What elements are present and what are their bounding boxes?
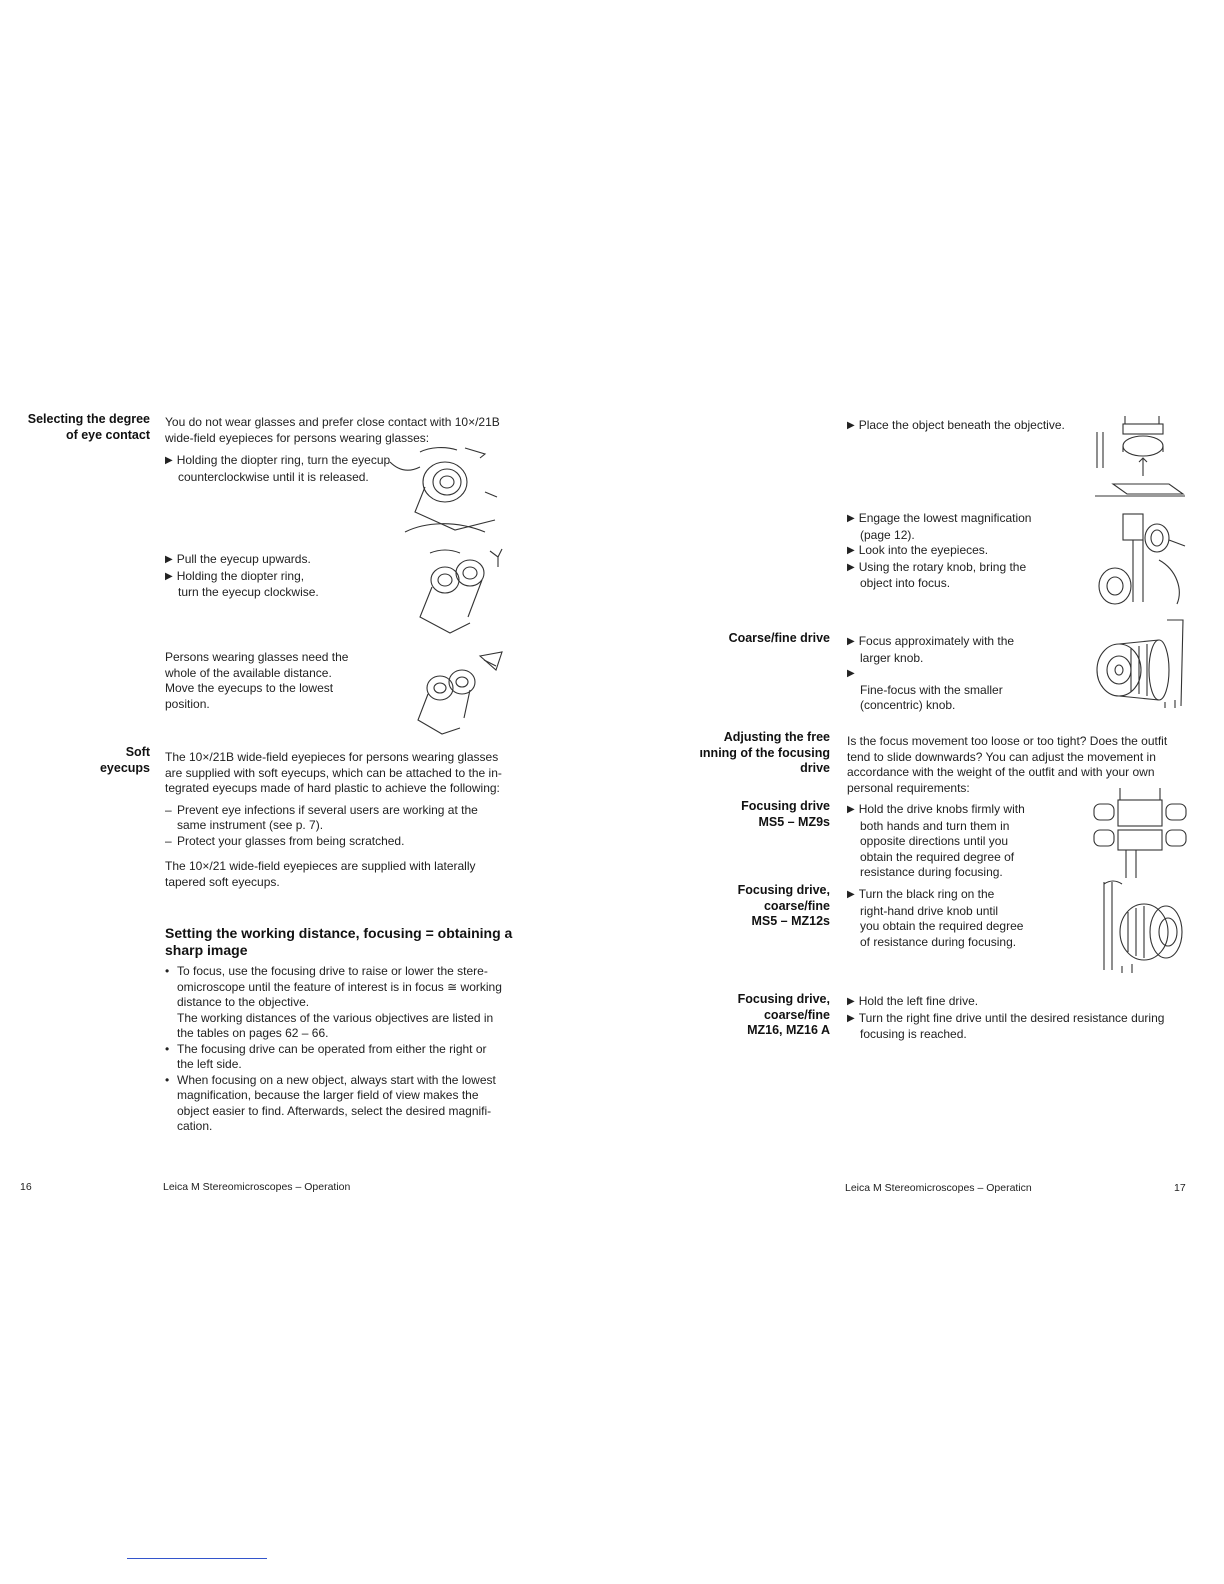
focusing-drive-ms5-mz12-steps: ▶ Turn the black ring on the right-hand drive knob until you obtain the required degree of resistance during focusing.: [847, 887, 1067, 950]
eyecup-lowered-illustration: [410, 648, 505, 740]
coarse-fine-drive-label: Coarse/fine drive: [728, 631, 830, 645]
page-number-right: 17: [1174, 1182, 1186, 1194]
eyecup-release-illustration: [385, 442, 505, 538]
list-item: – Prevent eye infections if several users are working at the same instrument (see p. 7).: [165, 803, 525, 834]
step-pull-and-turn: ▶ Pull the eyecup upwards. ▶ Holding the diopter ring, turn the eyecup clockwise.: [165, 552, 405, 601]
list-item: – Protect your glasses from being scratched.: [165, 834, 525, 850]
step-arrow: [847, 666, 1087, 683]
selecting-eye-contact-label: Selecting the degree of eye contact: [27, 412, 150, 442]
list-item: • When focusing on a new object, always start with the lowest magnification, because the larger field of view makes the object easier to find. Afterwards, select the desired magnifi- cation.: [165, 1073, 525, 1135]
focusing-drive-ms5-mz9-label: Focusing drive MS5 – MZ9s: [741, 799, 830, 829]
list-item: • The focusing drive can be operated from either the right or the left side.: [165, 1042, 525, 1073]
coarse-fine-steps: ▶ Focus approximately with the larger knob. ▶ Fine-focus with the smaller (concentric) knob.: [847, 634, 1087, 714]
adjusting-free-running-label: Adjusting the free ınning of the focusing drive: [699, 730, 830, 775]
soft-eyecups-benefits-list: [165, 803, 525, 850]
soft-eyecups-label: Soft eyecups: [99, 745, 150, 775]
focusing-drive-mz16-label: Focusing drive, coarse/fine MZ16, MZ16 A: [737, 992, 830, 1037]
list-item: • To focus, use the focusing drive to raise or lower the stere- omicroscope until the feature of interest is in focus ≅ working distance to the objective. The working distances of the various objectives are listed in the tables on pages 62 – 66.: [165, 964, 525, 1042]
focusing-bullet-list: [165, 964, 525, 1135]
focus-steps: ▶ Engage the lowest magnification (page 12). ▶ Look into the eyepieces. ▶ Using the rotary knob, bring the object into focus.: [847, 511, 1087, 592]
step-place-object: ▶ Place the object beneath the objective.: [847, 418, 1087, 435]
footer-right: Leica M Stereomicroscopes – Operaticn: [845, 1182, 1032, 1194]
black-ring-knob-illustration: [1096, 878, 1188, 973]
focusing-drive-ms5-mz9-steps: ▶ Hold the drive knobs firmly with both hands and turn them in opposite directions until you obtain the required degree of resistance during focusing.: [847, 802, 1067, 881]
eyecup-pull-illustration: [410, 545, 505, 637]
page-number-left: 16: [20, 1181, 32, 1193]
soft-eyecups-text: The 10×/21B wide-field eyepieces for persons wearing glasses are supplied with soft eyecups, which can be attached to the in- tegrated eyecups made of hard plastic to achieve the following: – Prevent eye infections if several users are working at the same instrument (see p. 7). – Protect your glasses from being scratched. The 10×/21 wide-field eyepieces are supplied with laterally tapered soft eyecups.: [165, 750, 525, 890]
link-underline-decoration: [127, 1558, 267, 1559]
focusing-drive-mz16-steps: ▶ Hold the left fine drive. ▶ Turn the right fine drive until the desired resistance during focusing is reached.: [847, 994, 1187, 1043]
selecting-intro: You do not wear glasses and prefer close contact with 10×/21B wide-field eyepieces for persons wearing glasses:: [165, 415, 500, 445]
coarse-fine-knob-illustration: [1095, 612, 1187, 708]
glasses-instruction: Persons wearing glasses need the whole of the available distance. Move the eyecups to the lowest position.: [165, 650, 349, 711]
adjusting-free-running-text: Is the focus movement too loose or too tight? Does the outfit tend to slide downwards? You can adjust the movement in accordance with the weight of the outfit and with your own personal requirements:: [847, 734, 1168, 795]
step-release-eyecup: ▶ Holding the diopter ring, turn the eyecup counterclockwise until it is released.: [165, 453, 410, 485]
footer-left: Leica M Stereomicroscopes – Operation: [163, 1181, 351, 1193]
focusing-section-heading: Setting the working distance, focusing = obtaining a sharp image: [165, 925, 513, 958]
objective-stage-illustration: [1095, 412, 1187, 507]
focusing-drive-ms5-mz12-label: Focusing drive, coarse/fine MS5 – MZ12s: [737, 883, 830, 928]
rotary-knob-illustration: [1097, 510, 1187, 606]
dual-drive-knobs-illustration: [1092, 786, 1188, 878]
